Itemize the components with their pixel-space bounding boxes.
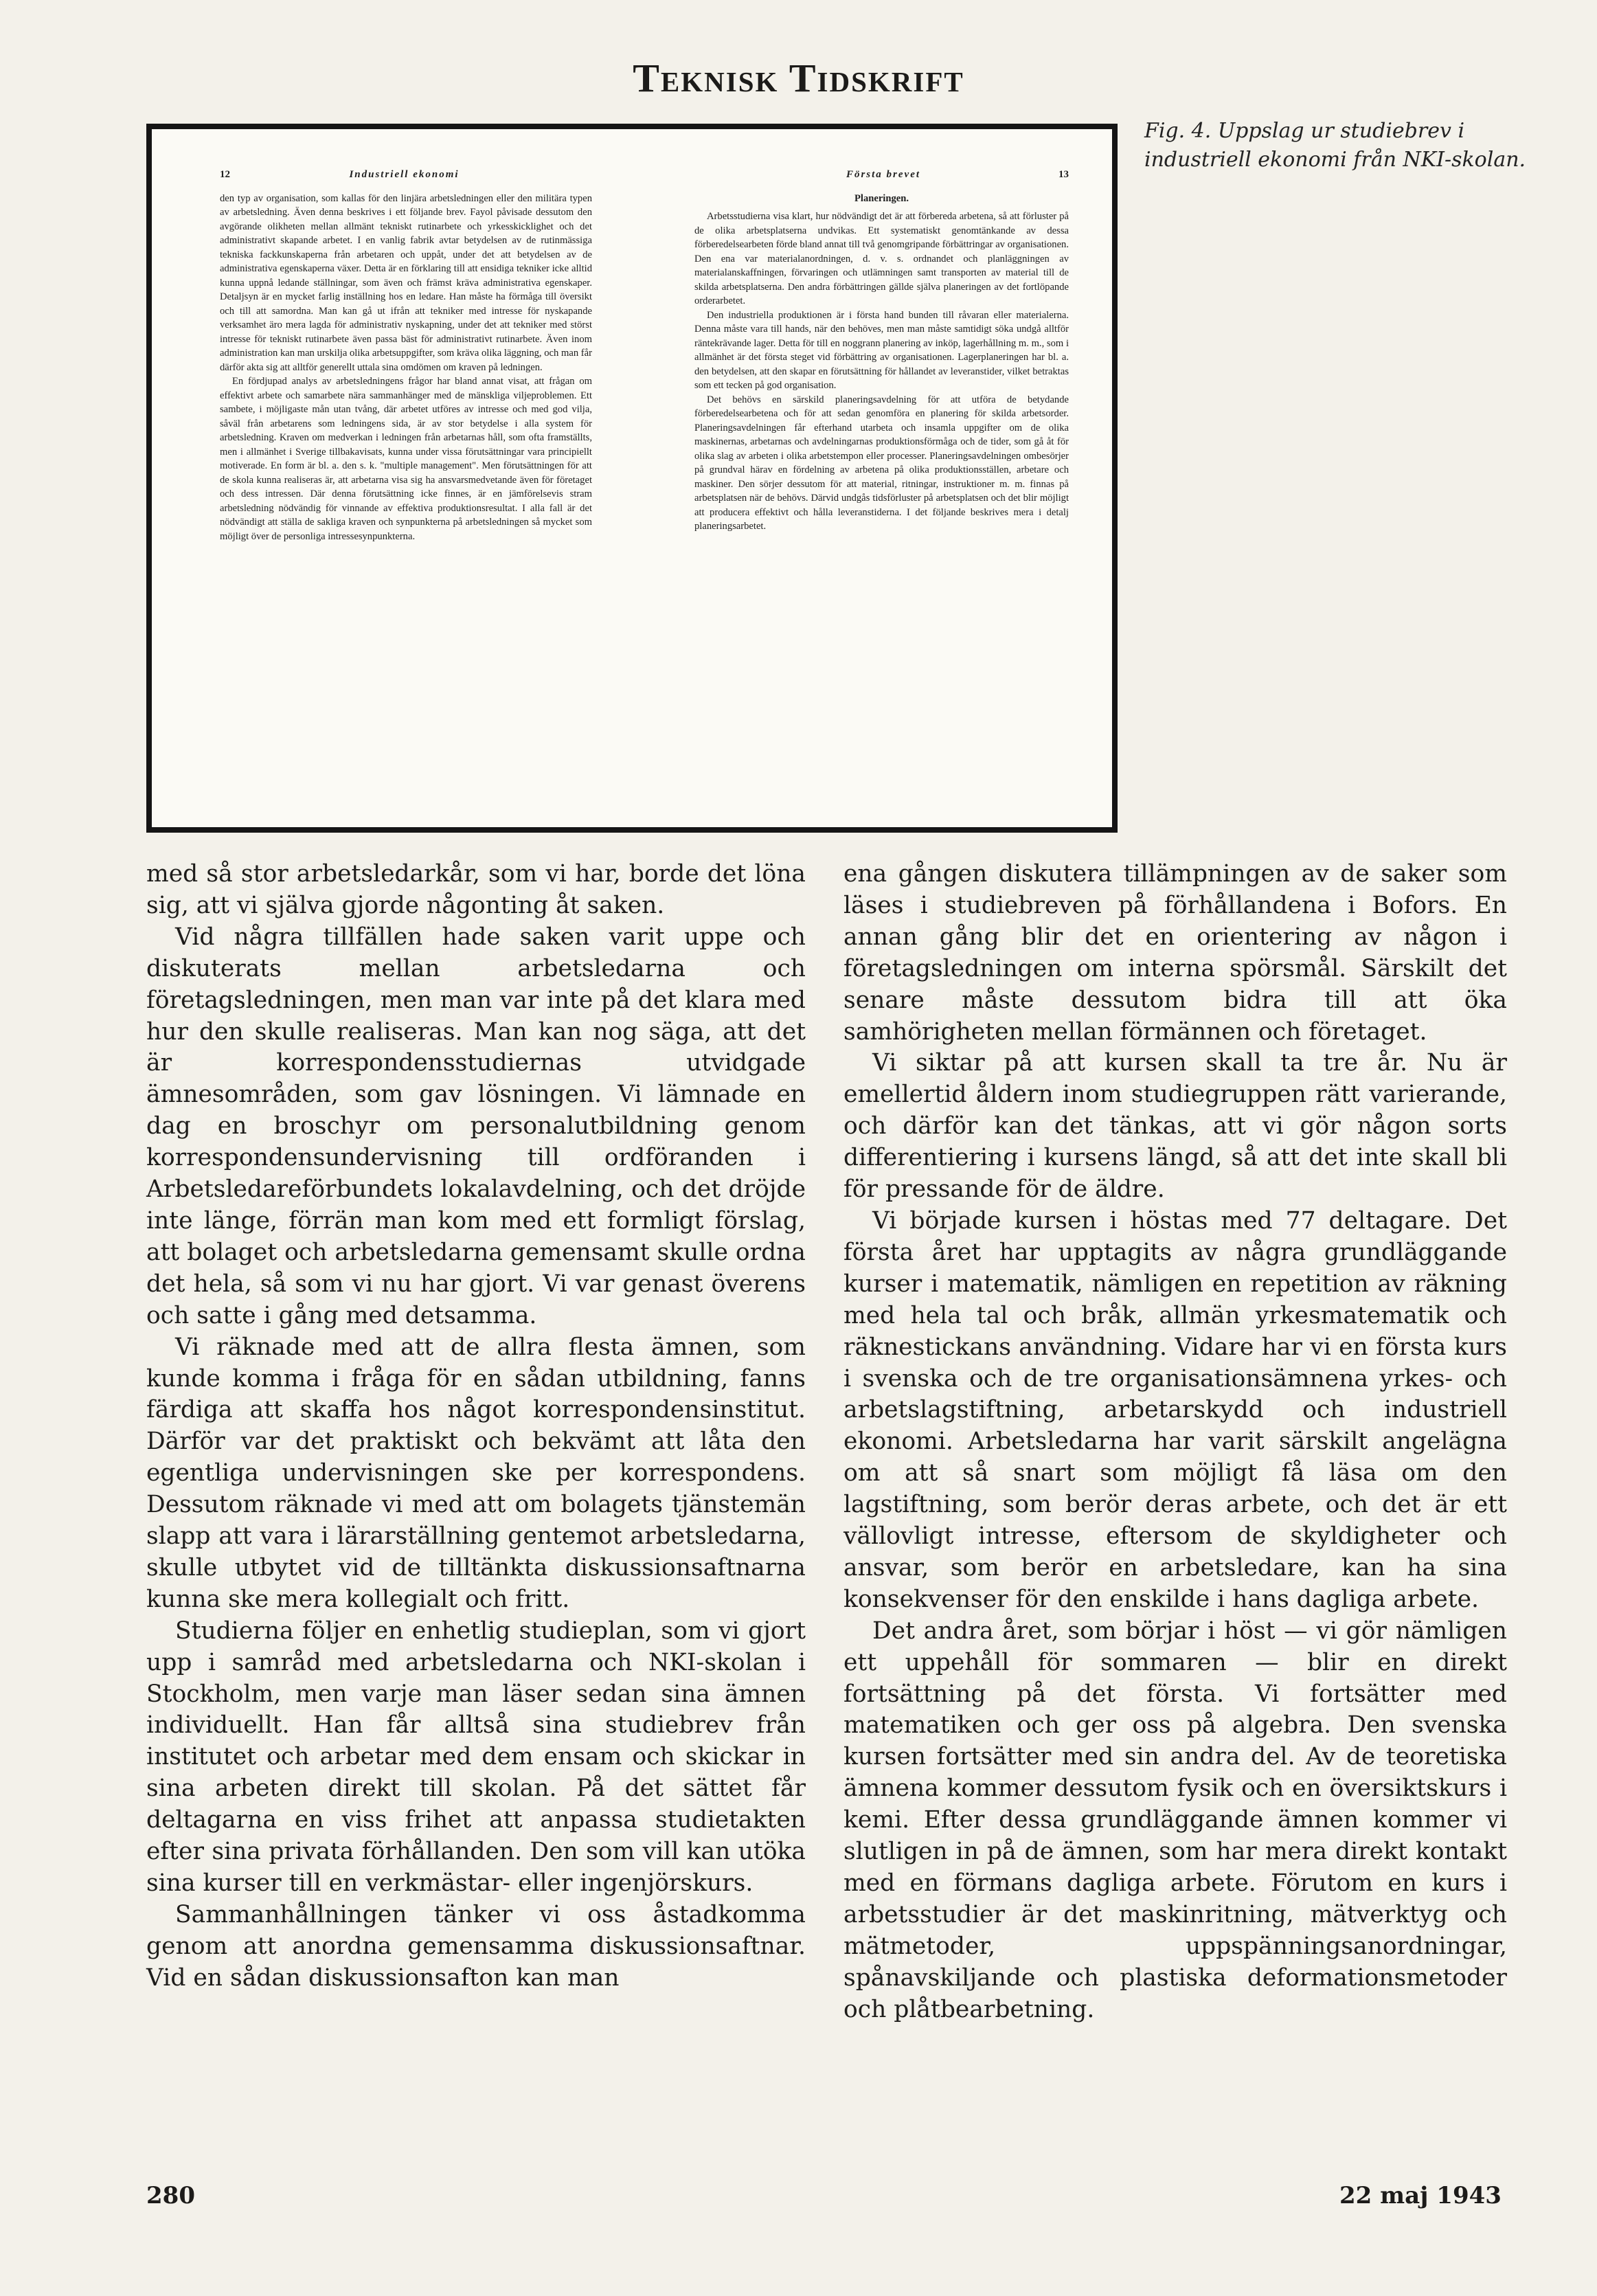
body-paragraph: ena gången diskutera tillämpningen av de saker som läses i studiebreven på förhållandena i Bofors. En annan gång blir det en orientering av någon i företagsledningen om interna spörsmål. Särskilt det senare måste dessutom bidra till att öka samhörigheten mellan förmännen och företaget.: [843, 860, 1507, 1046]
body-paragraph: Vi räknade med att de allra flesta ämnen, som kunde komma i fråga för en sådan utbildning, fanns färdiga att skaffa hos något korrespondensinstitut. Därför var det praktiskt och bekvämt att låta den egentliga undervisningen ske per korrespondens. Dessutom räknade vi med att om bolagets tjänstemän slapp att vara i lärarställning gentemot arbetsledarna, skulle utbytet vid de tilltänkta diskussionsaftnarna kunna ske mera kollegialt och fritt.: [146, 1333, 806, 1613]
spread-left-paragraph: den typ av organisation, som kallas för den linjära arbetsledningen eller den militära typen av arbetsledning. Även denna beskrives i ett följande brev. Fayol påvisade dessutom den avgörande olikheten mellan allmänt tekniskt rutinarbete och yrkesskicklighet och det administrativt skapande arbetet. I en vanlig fabrik avtar betydelsen av de rutinmässiga tekniska fackkunskaperna från arbetaren och uppåt, under det att betydelsen av de administrativa egenskaperna växer. Detta är en förklaring till att ensidiga tekniker icke alltid kunna uppnå ledande ställningar, som även och främst kräva administrativa egenskaper. Detaljsyn är en mycket farlig inställning hos en ledare. Han måste ha förmåga till översikt och till att samordna. Man kan gå ut ifrån att tekniker med intresse för nyskapande verksamhet äro mera lagda för administrativ nyskapning, under det att tekniker med störst intresse för tekniskt rutinarbete även passa bäst för administrativt rutinarbete. Även inom administration kan man urskilja olika arbetsuppgifter, som kräva olika läggning, och man får därför akta sig att alltför generellt uttala sina omdömen om kraven på ledningen.: [220, 192, 592, 373]
spread-running-title-right: Första brevet: [846, 169, 921, 180]
body-column-right: [843, 859, 1507, 2026]
spread-page-number-right: 13: [1058, 169, 1069, 180]
body-column-left: [146, 859, 806, 1994]
spread-running-title-left: Industriell ekonomi: [349, 169, 460, 180]
body-paragraph: Det andra året, som börjar i höst — vi gör nämligen ett uppehåll för sommaren — blir en direkt fortsättning på det första. Vi fortsätter med matematiken och ger oss på algebra. Den svenska kursen fortsätter med sin andra del. Av de teoretiska ämnena kommer dessutom fysik och en översiktskurs i kemi. Efter dessa grundläggande ämnen kommer vi slutligen in på de ämnen, som har mera direkt kontakt med en förmans dagliga arbete. Förutom en kurs i arbetsstudier är det maskinritning, mätverktyg och mätmetoder, uppspänningsanordningar, spånavskiljande och plastiska deformationsmetoder och plåtbearbetning.: [843, 1617, 1507, 2023]
spread-page-number-left: 12: [220, 169, 230, 180]
body-paragraph: med så stor arbetsledarkår, som vi har, borde det löna sig, att vi själva gjorde någonting åt saken.: [146, 860, 806, 919]
figure-spread: [146, 124, 1118, 833]
spread-subhead: Planeringen.: [854, 192, 909, 204]
issue-date: 22 maj 1943: [1339, 2182, 1502, 2209]
page-number: 280: [146, 2182, 195, 2209]
body-paragraph: Vid några tillfällen hade saken varit uppe och diskuterats mellan arbetsledarna och företagsledningen, men man var inte på det klara med hur den skulle realiseras. Man kan nog säga, att det är korrespondensstudiernas utvidgade ämnesområden, som gav lösningen. Vi lämnade en dag en broschyr om personalutbildning genom korrespondensundervisning till ordföranden i Arbetsledareförbundets lokalavdelning, och det dröjde inte länge, förrän man kom med ett formligt förslag, att bolaget och arbetsledarna gemensamt skulle ordna det hela, så som vi nu har gjort. Vi var genast överens och satte i gång med detsamma.: [146, 923, 806, 1329]
body-paragraph: Vi började kursen i höstas med 77 deltagare. Det första året har upptagits av några grundläggande kurser i matematik, nämligen en repetition av räkning med hela tal och bråk, allmän yrkesmatematik och räknestickans användning. Vidare har vi en första kurs i svenska och de tre organisationsämnena yrkes- och arbetslagstiftning, arbetarskydd och industriell ekonomi. Arbetsledarna har varit särskilt angelägna om att så snart som möjligt få läsa om den lagstiftning, som berör deras arbete, och det är ett vällovligt intresse, eftersom de skyldigheter och ansvar, som berör en arbetsledare, kan ha sina konsekvenser för den enskilde i hans dagliga arbete.: [843, 1206, 1507, 1613]
spread-left-page: [220, 168, 592, 543]
spread-right-paragraph: Arbetsstudierna visa klart, hur nödvändigt det är att förbereda arbetena, så att förluster på de olika arbetsplatserna undvikas. Ett systematiskt genomtänkande av dessa förberedelsearbeten förde bland annat till två genomgripande förbättringar av organisationen. Den ena var materialanordningen, d. v. s. ordnandet och planläggningen av materialanskaffningen, förvaringen och utlämningen samt transporten av material till de skilda arbetsplatserna. Den andra förbättringen gällde själva planeringen av det fortlöpande orderarbetet.: [694, 211, 1069, 306]
spread-right-page: [694, 168, 1069, 534]
running-head-left: [220, 168, 592, 182]
masthead: Teknisk Tidskrift: [633, 56, 964, 100]
body-paragraph: Studierna följer en enhetlig studieplan, som vi gjort upp i samråd med arbetsledarna och NKI-skolan i Stockholm, men varje man läser sedan sina ämnen individuellt. Han får alltså sina studiebrev från institutet och arbetar med dem ensam och skickar in sina arbeten direkt till skolan. På det sättet får deltagarna en viss frihet att anpassa studietakten efter sina privata förhållanden. Den som vill kan utöka sina kurser till en verkmästar- eller ingenjörskurs.: [146, 1617, 806, 1897]
spread-right-paragraph: Den industriella produktionen är i första hand bunden till råvaran eller materialerna. Denna måste vara till hands, när den behöves, men man måste samtidigt söka undgå alltför räntekrävande lager. Detta för till en noggrann planering av inköp, lagerhållning m. m., som i allmänhet är det första steget vid förbättring av organisationen. Lagerplaneringen har bl. a. den betydelsen, att den skapar en förutsättning för hållandet av leveranstider, vilket betraktas som ett tecken på god organisation.: [694, 309, 1069, 391]
spread-right-paragraph: Det behövs en särskild planeringsavdelning för att utföra de betydande förberedelsearbetena och för att sedan genomföra en planering för skilda arbetsorder. Planeringsavdelningen får efterhand utarbeta och insamla uppgifter om de olika maskinernas, arbetarnas och avdelningarnas produktionsförmåga och de tider, som gå åt för olika slag av arbeten i olika arbetstempon eller processer. Planeringsavdelningen ombesörjer på grundval härav en fördelning av arbetena på olika produktionsställen, arbetare och maskiner. Den sörjer dessutom för att material, ritningar, instruktioner m. m. finnas på arbetsplatsen när de behövs. Därvid undgås tidsförluster på arbetsplatsen och det blir möjligt att producera effektivt och hålla leveranstiderna. I det följande beskrives mera i detalj planeringsarbetet.: [694, 394, 1069, 532]
body-paragraph: Vi siktar på att kursen skall ta tre år. Nu är emellertid åldern inom studiegruppen rätt varierande, och därför kan det tänkas, att vi gör någon sorts differentiering i kursens längd, så att det inte skall bli för pressande för de äldre.: [843, 1049, 1507, 1204]
spread-left-paragraph: En fördjupad analys av arbetsledningens frågor har bland annat visat, att frågan om effektivt arbete och samarbete nära sammanhänger med de mänskliga viljeproblemen. Ett sambete, i möjligaste mån utan tvång, där arbetet utföres av intresse och med god vilja, såväl från arbetarens som ledningens sida, är av stor betydelse i alla system för arbetsledning. Kraven om medverkan i ledningen från arbetarnas håll, som ofta framställts, men i allmänhet i Sverige tillbakavisats, kunna under vissa förutsättningar vara principiellt motiverade. En form är bl. a. den s. k. "multiple management". Men förutsättningen för att de skola kunna realiseras är, att arbetarna visa sig ha ansvarsmedvetande även för företaget och dess intressen. Där denna förutsättning icke finnes, är en jämförelsevis stram arbetsledning nödvändig för vinnande av effektiva produktionsresultat. I alla fall är det nödvändigt att ställa de sakliga kraven och synpunkterna på arbetsledningen så mycket som möjligt över de personliga intressesynpunkterna.: [220, 376, 592, 542]
body-paragraph: Sammanhållningen tänker vi oss åstadkomma genom att anordna gemensamma diskussionsaftnar. Vid en sådan diskussionsafton kan man: [146, 1900, 806, 1992]
figure-caption: Fig. 4. Uppslag ur studiebrev i industriell ekonomi från NKI-skolan.: [1144, 119, 1526, 172]
running-head-right: [694, 168, 1069, 182]
